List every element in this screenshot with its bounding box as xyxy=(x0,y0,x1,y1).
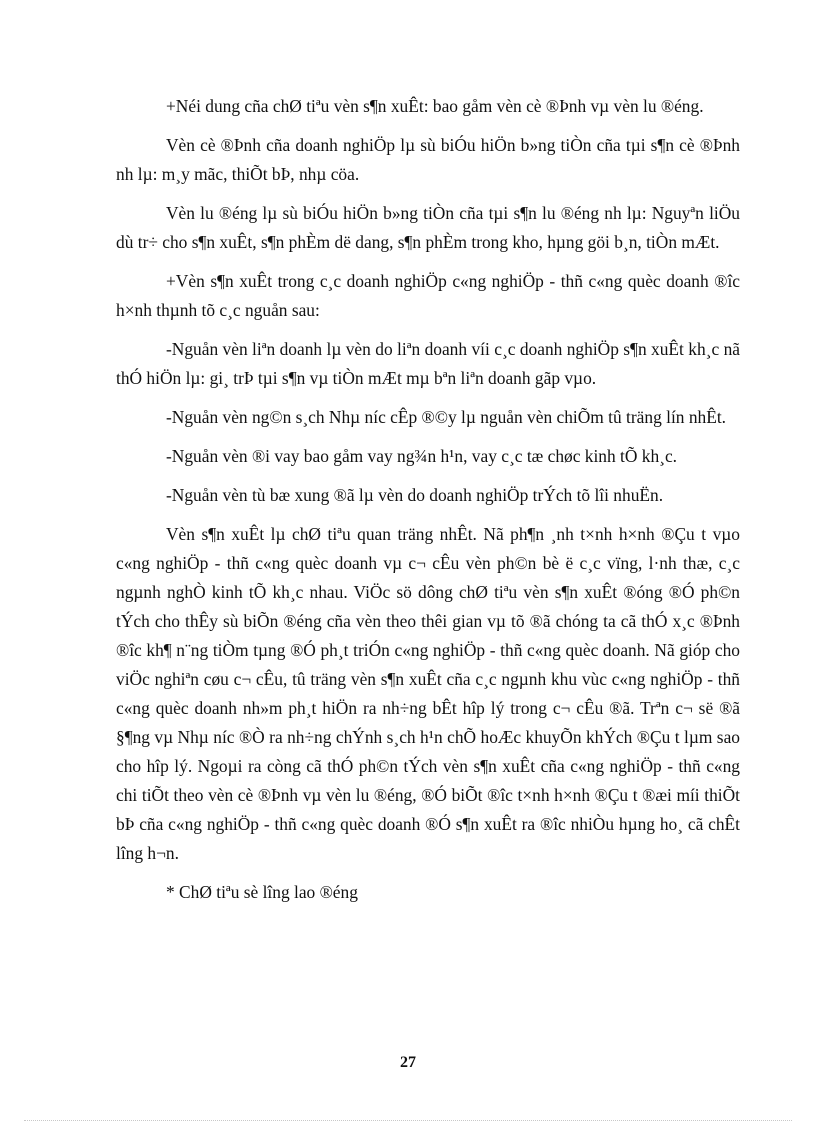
paragraph-fixed-capital: Vèn cè ®Þnh cña doanh nghiÖp lµ sù biÓu hiÖn b»ng tiÒn cña tµi s¶n cè ®Þnh nh lµ: m¸y mãc, thiÕt bÞ, nhµ cöa. xyxy=(116,135,740,184)
section-heading-labor: * ChØ tiªu sè lîng lao ®éng xyxy=(166,882,358,902)
paragraph-capital-sources-intro: +Vèn s¶n xuÊt trong c¸c doanh nghiÖp c«ng nghiÖp - thñ c«ng quèc doanh ®îc h×nh thµnh tõ c¸c nguån sau: xyxy=(116,271,740,320)
page-number: 27 xyxy=(400,1054,416,1071)
footer-divider xyxy=(24,1120,792,1121)
paragraph-capital-content: +Néi dung cña chØ tiªu vèn s¶n xuÊt: bao gåm vèn cè ®Þnh vµ vèn lu ®éng. xyxy=(166,96,704,116)
paragraph-state-budget-source: -Nguån vèn ng©n s¸ch Nhµ níc cÊp ®©y lµ nguån vèn chiÕm tû träng lín nhÊt. xyxy=(166,407,727,427)
paragraph-working-capital: Vèn lu ®éng lµ sù biÓu hiÖn b»ng tiÒn cña tµi s¶n lu ®éng nh lµ: Nguyªn liÖu dù tr÷ cho s¶n xuÊt, s¶n phÈm dë dang, s¶n phÈm trong kho, hµng göi b¸n, tiÒn mÆt. xyxy=(116,203,740,252)
paragraph-self-supplemented-source: -Nguån vèn tù bæ xung ®ã lµ vèn do doanh nghiÖp trÝch tõ lîi nhuËn. xyxy=(166,485,664,505)
paragraph-joint-venture-source: -Nguån vèn liªn doanh lµ vèn do liªn doanh víi c¸c doanh nghiÖp s¶n xuÊt kh¸c nã thÓ hiÖn lµ: gi¸ trÞ tµi s¶n vµ tiÒn mÆt mµ bªn liªn doanh gãp vµo. xyxy=(116,339,740,388)
body-text xyxy=(116,92,740,917)
paragraph-capital-importance: Vèn s¶n xuÊt lµ chØ tiªu quan träng nhÊt. Nã ph¶n ¸nh t×nh h×nh ®Çu t vµo c«ng nghiÖp - thñ c«ng quèc doanh vµ c¬ cÊu vèn ph©n bè ë c¸c vïng, l·nh thæ, c¸c ngµnh nghÒ kinh tÕ kh¸c nhau. ViÖc sö dông chØ tiªu vèn s¶n xuÊt ®óng ®Ó ph©n tÝch cho thÊy sù biÕn ®éng cña vèn theo thêi gian vµ tõ ®ã chóng ta cã thÓ x¸c ®Þnh ®îc kh¶ n¨ng tiÒm tµng ®Ó ph¸t triÓn c«ng nghiÖp - thñ c«ng quèc doanh. Nã gióp cho viÖc nghiªn cøu c¬ cÊu, tû träng vèn s¶n xuÊt cña c¸c ngµnh khu vùc c«ng nghiÖp - thñ c«ng quèc doanh nh»m ph¸t hiÖn ra nh÷ng bÊt hîp lý trong c¬ cÊu ®ã. Trªn c¬ së ®ã §¶ng vµ Nhµ níc ®Ò ra nh÷ng chÝnh s¸ch h¹n chÕ hoÆc khuyÕn khÝch ®Çu t lµm sao cho hîp lý. Ngoµi ra còng cã thÓ ph©n tÝch vèn s¶n xuÊt cña c«ng nghiÖp - thñ c«ng chi tiÕt theo vèn cè ®Þnh vµ vèn lu ®éng, ®Ó biÕt ®îc t×nh h×nh ®Çu t ®æi míi thiÕt bÞ cña c«ng nghiÖp - thñ c«ng quèc doanh ®Ó s¶n xuÊt ra ®îc nhiÒu hµng ho¸ cã chÊt lîng h¬n. xyxy=(116,524,740,863)
paragraph-borrowed-source: -Nguån vèn ®i vay bao gåm vay ng¾n h¹n, vay c¸c tæ chøc kinh tÕ kh¸c. xyxy=(166,446,678,466)
